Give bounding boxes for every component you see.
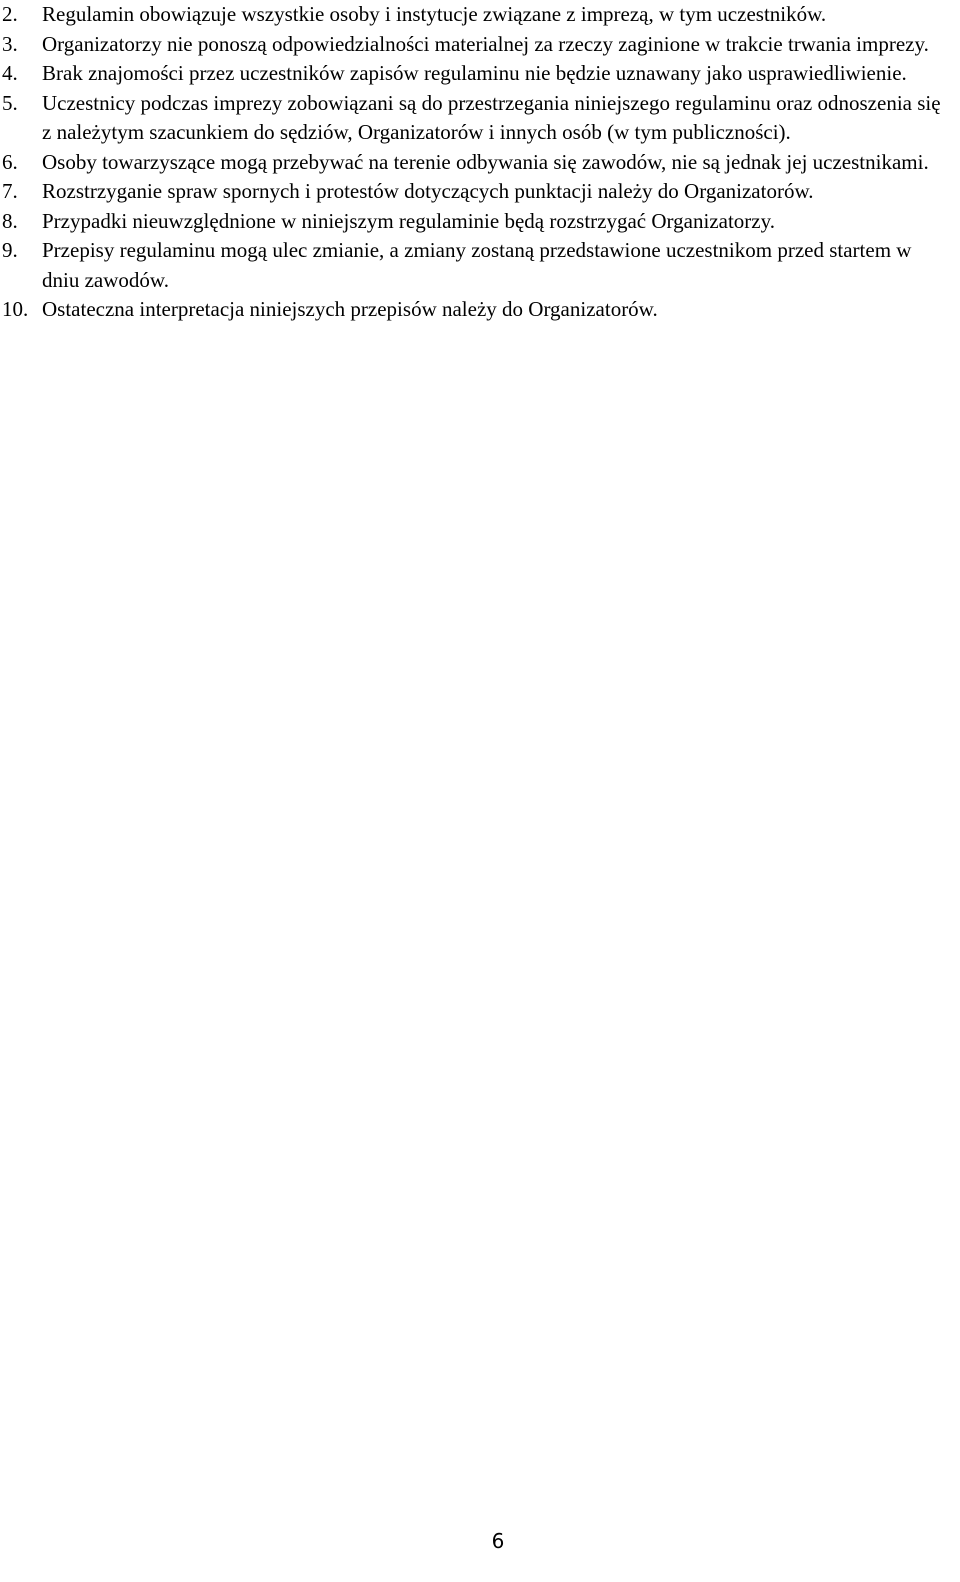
item-number: 3.	[2, 31, 18, 56]
item-number: 2.	[2, 2, 18, 26]
list-item	[0, 207, 960, 237]
item-text: Brak znajomości przez uczestników zapisów regulaminu nie będzie uznawany jako usprawiedliwienie.	[42, 61, 907, 85]
item-number: 5.	[2, 90, 18, 115]
list-item	[0, 59, 960, 89]
list-item	[0, 177, 960, 207]
item-number: 10.	[2, 297, 29, 321]
item-text: Ostateczna interpretacja niniejszych przepisów należy do Organizatorów.	[42, 297, 658, 321]
list-item	[0, 148, 960, 178]
page-number: 6	[491, 1529, 505, 1553]
item-text: Osoby towarzyszące mogą przebywać na terenie odbywania się zawodów, nie są jednak jej uczestnikami.	[42, 149, 929, 174]
item-number: 6.	[2, 149, 18, 174]
list-item	[0, 30, 960, 60]
item-text: Przepisy regulaminu mogą ulec zmianie, a zmiany zostaną przedstawione uczestnikom przed startem w dniu zawodów.	[42, 238, 912, 292]
item-text: Rozstrzyganie spraw spornych i protestów dotyczących punktacji należy do Organizatorów.	[42, 179, 814, 203]
item-number: 4.	[2, 61, 18, 85]
regulations-list	[0, 0, 960, 325]
list-item	[0, 236, 960, 295]
list-item	[0, 89, 960, 148]
list-item	[0, 295, 960, 325]
item-text: Przypadki nieuwzględnione w niniejszym regulaminie będą rozstrzygać Organizatorzy.	[42, 208, 775, 233]
item-text: Regulamin obowiązuje wszystkie osoby i instytucje związane z imprezą, w tym uczestników.	[42, 2, 827, 26]
item-number: 7.	[2, 179, 18, 203]
item-text: Organizatorzy nie ponoszą odpowiedzialności materialnej za rzeczy zaginione w trakcie trwania imprezy.	[42, 31, 929, 56]
item-number: 8.	[2, 208, 18, 233]
list-item	[0, 0, 960, 30]
item-number: 9.	[2, 238, 18, 262]
item-text: Uczestnicy podczas imprezy zobowiązani są do przestrzegania niniejszego regulaminu oraz odnoszenia się z należytym szacunkiem do sędziów, Organizatorów i innych osób (w tym publiczności).	[42, 90, 941, 144]
